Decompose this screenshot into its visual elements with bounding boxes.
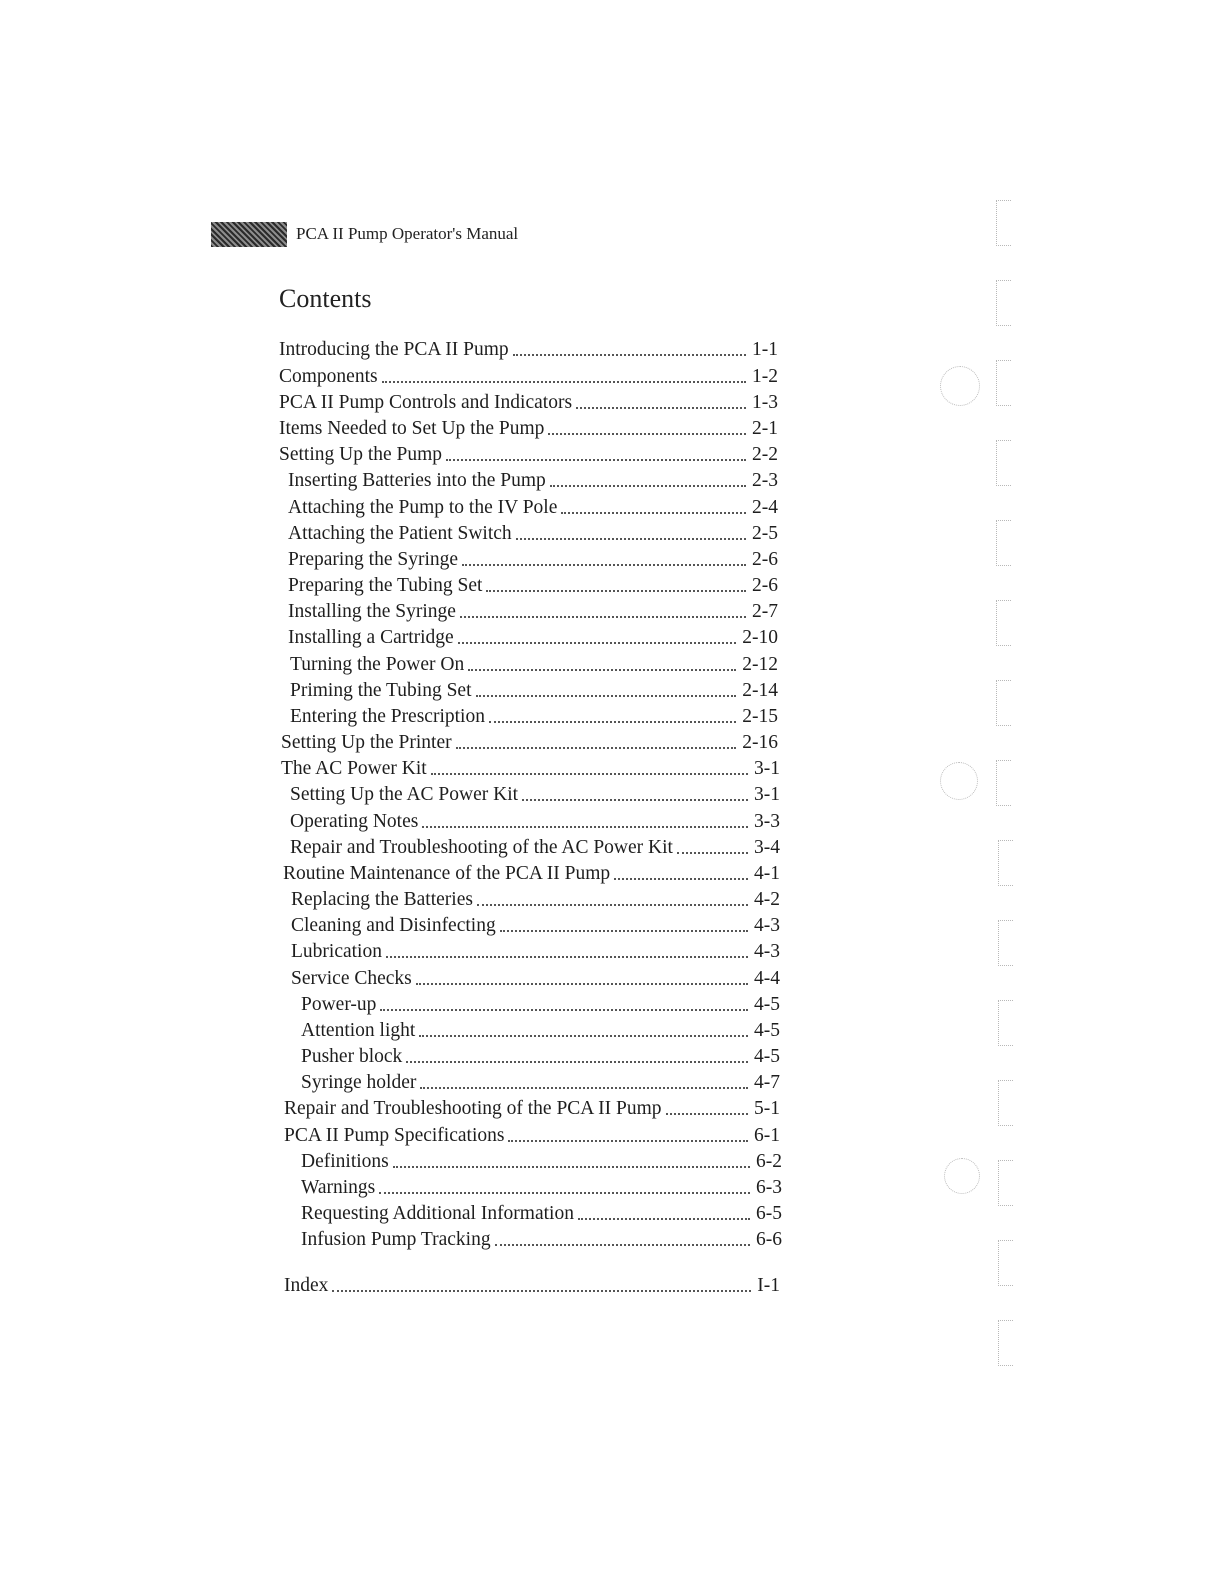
toc-entry-pusher-block[interactable] — [301, 1044, 780, 1070]
toc-entry-page: 2-4 — [752, 497, 778, 518]
toc-entry-title: Priming the Tubing Set — [290, 680, 472, 701]
toc-entry-page: 6-1 — [754, 1125, 780, 1146]
toc-entry-pump-specifications[interactable] — [284, 1123, 780, 1149]
toc-entry-introducing-pca-ii-pump[interactable] — [279, 337, 778, 363]
toc-entry-routine-maintenance[interactable] — [283, 861, 780, 887]
section-tab-mark — [996, 280, 1011, 326]
toc-entry-installing-syringe[interactable] — [288, 599, 778, 625]
section-tab-mark — [998, 1000, 1013, 1046]
toc-entry-page: 2-5 — [752, 523, 778, 544]
toc-entry-ac-power-kit[interactable] — [281, 756, 780, 782]
toc-entry-page: 2-15 — [742, 706, 778, 727]
section-tab-mark — [998, 1240, 1013, 1286]
toc-entry-page: 6-2 — [756, 1151, 782, 1172]
section-tab-mark — [996, 760, 1011, 806]
toc-leader-dots — [489, 721, 736, 723]
toc-entry-page: 3-3 — [754, 811, 780, 832]
toc-entry-infusion-pump-tracking[interactable] — [301, 1227, 782, 1253]
header-graphic-bar — [211, 222, 287, 247]
toc-leader-dots — [460, 616, 746, 618]
toc-entry-title: Attaching the Pump to the IV Pole — [288, 497, 558, 518]
toc-entry-title: Syringe holder — [301, 1072, 417, 1093]
toc-entry-title: Repair and Troubleshooting of the PCA II Pump — [284, 1098, 662, 1119]
toc-entry-page: 4-5 — [754, 1046, 780, 1067]
toc-entry-title: Setting Up the Pump — [279, 444, 443, 465]
toc-leader-dots — [446, 459, 746, 461]
toc-entry-title: Entering the Prescription — [290, 706, 485, 727]
toc-entry-page: 2-16 — [742, 732, 778, 753]
toc-entry-title: Preparing the Tubing Set — [288, 575, 483, 596]
toc-entry-repair-pca-ii-pump[interactable] — [284, 1096, 780, 1122]
toc-entry-title: Installing a Cartridge — [288, 627, 454, 648]
toc-entry-title: Introducing the PCA II Pump — [279, 339, 509, 360]
toc-leader-dots — [422, 826, 748, 828]
toc-entry-entering-prescription[interactable] — [290, 704, 778, 730]
toc-leader-dots — [420, 1087, 748, 1089]
section-tab-mark — [996, 680, 1011, 726]
binder-hole-mark — [940, 762, 978, 800]
toc-leader-dots — [486, 590, 746, 592]
toc-entry-page: 2-3 — [752, 470, 778, 491]
toc-entry-controls-and-indicators[interactable] — [279, 390, 778, 416]
toc-entry-page: 2-2 — [752, 444, 778, 465]
toc-entry-installing-cartridge[interactable] — [288, 625, 778, 651]
toc-leader-dots — [548, 433, 746, 435]
section-tab-mark — [996, 600, 1011, 646]
toc-entry-page: 2-14 — [742, 680, 778, 701]
toc-entry-turning-power-on[interactable] — [290, 652, 778, 678]
toc-entry-title: Service Checks — [291, 968, 412, 989]
toc-entry-page: 4-5 — [754, 994, 780, 1015]
toc-leader-dots — [513, 354, 746, 356]
toc-entry-repair-ac-power-kit[interactable] — [290, 835, 780, 861]
toc-entry-page: 4-1 — [754, 863, 780, 884]
toc-entry-title: Turning the Power On — [290, 654, 465, 675]
toc-entry-page: 2-6 — [752, 549, 778, 570]
toc-entry-title: Infusion Pump Tracking — [301, 1229, 491, 1250]
toc-entry-preparing-syringe[interactable] — [288, 547, 778, 573]
toc-entry-page: 3-4 — [754, 837, 780, 858]
toc-entry-attaching-patient-switch[interactable] — [288, 521, 778, 547]
toc-entry-page: 5-1 — [754, 1098, 780, 1119]
toc-leader-dots — [468, 669, 736, 671]
toc-entry-title: Cleaning and Disinfecting — [291, 915, 496, 936]
toc-entry-warnings[interactable] — [301, 1175, 782, 1201]
toc-entry-page: 6-3 — [756, 1177, 782, 1198]
toc-entry-inserting-batteries[interactable] — [288, 468, 778, 494]
toc-leader-dots — [522, 799, 748, 801]
toc-leader-dots — [576, 407, 746, 409]
toc-entry-page: 1-2 — [752, 366, 778, 387]
toc-entry-components[interactable] — [279, 364, 778, 390]
toc-entry-page: 4-2 — [754, 889, 780, 910]
toc-leader-dots — [495, 1244, 750, 1246]
toc-entry-page: 4-7 — [754, 1072, 780, 1093]
toc-entry-items-needed[interactable] — [279, 416, 778, 442]
toc-entry-requesting-information[interactable] — [301, 1201, 782, 1227]
running-header-title: PCA II Pump Operator's Manual — [296, 224, 519, 243]
toc-leader-dots — [332, 1290, 751, 1292]
toc-leader-dots — [431, 773, 748, 775]
toc-leader-dots — [508, 1140, 748, 1142]
binder-hole-mark — [944, 1158, 980, 1194]
toc-entry-page: 4-3 — [754, 941, 780, 962]
toc-entry-page: 2-7 — [752, 601, 778, 622]
toc-entry-title: Warnings — [301, 1177, 376, 1198]
toc-leader-dots — [462, 564, 746, 566]
toc-entry-page: 4-4 — [754, 968, 780, 989]
toc-entry-setting-up-printer[interactable] — [281, 730, 778, 756]
toc-leader-dots — [379, 1192, 750, 1194]
toc-entry-setting-up-the-pump[interactable] — [279, 442, 778, 468]
toc-leader-dots — [578, 1218, 750, 1220]
toc-entry-page: 2-6 — [752, 575, 778, 596]
toc-entry-title: Attaching the Patient Switch — [288, 523, 512, 544]
toc-entry-operating-notes[interactable] — [290, 809, 780, 835]
toc-entry-title: The AC Power Kit — [281, 758, 427, 779]
section-tab-mark — [996, 360, 1011, 406]
toc-entry-title: Replacing the Batteries — [291, 889, 473, 910]
toc-leader-dots — [458, 642, 737, 644]
toc-leader-dots — [456, 747, 737, 749]
toc-leader-dots — [406, 1061, 748, 1063]
toc-leader-dots — [380, 1009, 748, 1011]
toc-entry-cleaning-disinfecting[interactable] — [291, 913, 780, 939]
toc-leader-dots — [382, 381, 746, 383]
toc-leader-dots — [550, 485, 746, 487]
toc-entry-page: 1-1 — [752, 339, 778, 360]
toc-entry-title: Lubrication — [291, 941, 382, 962]
toc-entry-title: PCA II Pump Specifications — [284, 1125, 505, 1146]
toc-entry-preparing-tubing-set[interactable] — [288, 573, 778, 599]
toc-entry-title: Setting Up the AC Power Kit — [290, 784, 519, 805]
toc-entry-title: PCA II Pump Controls and Indicators — [279, 392, 573, 413]
section-tab-mark — [998, 1080, 1013, 1126]
contents-heading: Contents — [279, 284, 372, 313]
toc-entry-attention-light[interactable] — [301, 1018, 780, 1044]
toc-entry-page: 6-5 — [756, 1203, 782, 1224]
section-tab-mark — [996, 200, 1011, 246]
toc-entry-title: Requesting Additional Information — [301, 1203, 574, 1224]
toc-entry-page: 2-1 — [752, 418, 778, 439]
toc-entry-page: 4-5 — [754, 1020, 780, 1041]
toc-leader-dots — [516, 538, 746, 540]
toc-entry-title: Repair and Troubleshooting of the AC Power Kit — [290, 837, 673, 858]
section-tab-mark — [998, 840, 1013, 886]
section-tab-mark — [998, 1320, 1013, 1366]
toc-entry-title: Items Needed to Set Up the Pump — [279, 418, 545, 439]
toc-entry-page: 3-1 — [754, 758, 780, 779]
toc-leader-dots — [476, 695, 737, 697]
toc-entry-title: Operating Notes — [290, 811, 419, 832]
section-tab-mark — [998, 920, 1013, 966]
toc-entry-title: Power-up — [301, 994, 377, 1015]
toc-entry-title: Definitions — [301, 1151, 389, 1172]
toc-entry-service-checks[interactable] — [291, 966, 780, 992]
toc-entry-page: 4-3 — [754, 915, 780, 936]
section-tab-mark — [996, 440, 1011, 486]
binder-hole-mark — [940, 366, 980, 406]
toc-leader-dots — [419, 1035, 748, 1037]
toc-entry-title: Inserting Batteries into the Pump — [288, 470, 546, 491]
toc-entry-page: 6-6 — [756, 1229, 782, 1250]
toc-leader-dots — [393, 1166, 750, 1168]
toc-entry-attaching-pump-to-iv-pole[interactable] — [288, 495, 778, 521]
toc-entry-page: I-1 — [757, 1275, 780, 1296]
toc-entry-index[interactable] — [284, 1273, 780, 1299]
toc-entry-syringe-holder[interactable] — [301, 1070, 780, 1096]
toc-leader-dots — [500, 930, 748, 932]
toc-leader-dots — [386, 956, 748, 958]
toc-entry-title: Components — [279, 366, 378, 387]
toc-entry-title: Pusher block — [301, 1046, 403, 1067]
toc-leader-dots — [614, 878, 748, 880]
toc-entry-priming-tubing-set[interactable] — [290, 678, 778, 704]
toc-entry-title: Attention light — [301, 1020, 416, 1041]
toc-entry-replacing-batteries[interactable] — [291, 887, 780, 913]
toc-leader-dots — [677, 852, 748, 854]
toc-entry-title: Routine Maintenance of the PCA II Pump — [283, 863, 611, 884]
toc-entry-title: Installing the Syringe — [288, 601, 456, 622]
toc-entry-power-up[interactable] — [301, 992, 780, 1018]
toc-entry-title: Preparing the Syringe — [288, 549, 459, 570]
section-tab-mark — [996, 520, 1011, 566]
toc-entry-setting-up-ac-power-kit[interactable] — [290, 782, 780, 808]
toc-entry-definitions[interactable] — [301, 1149, 782, 1175]
toc-leader-dots — [416, 983, 748, 985]
toc-entry-page: 2-12 — [742, 654, 778, 675]
toc-entry-page: 1-3 — [752, 392, 778, 413]
toc-leader-dots — [477, 904, 748, 906]
toc-entry-title: Index — [284, 1275, 329, 1296]
toc-entry-page: 3-1 — [754, 784, 780, 805]
toc-entry-page: 2-10 — [742, 627, 778, 648]
toc-leader-dots — [561, 512, 746, 514]
section-tab-mark — [998, 1160, 1013, 1206]
toc-entry-title: Setting Up the Printer — [281, 732, 452, 753]
toc-entry-lubrication[interactable] — [291, 939, 780, 965]
toc-leader-dots — [666, 1113, 748, 1115]
